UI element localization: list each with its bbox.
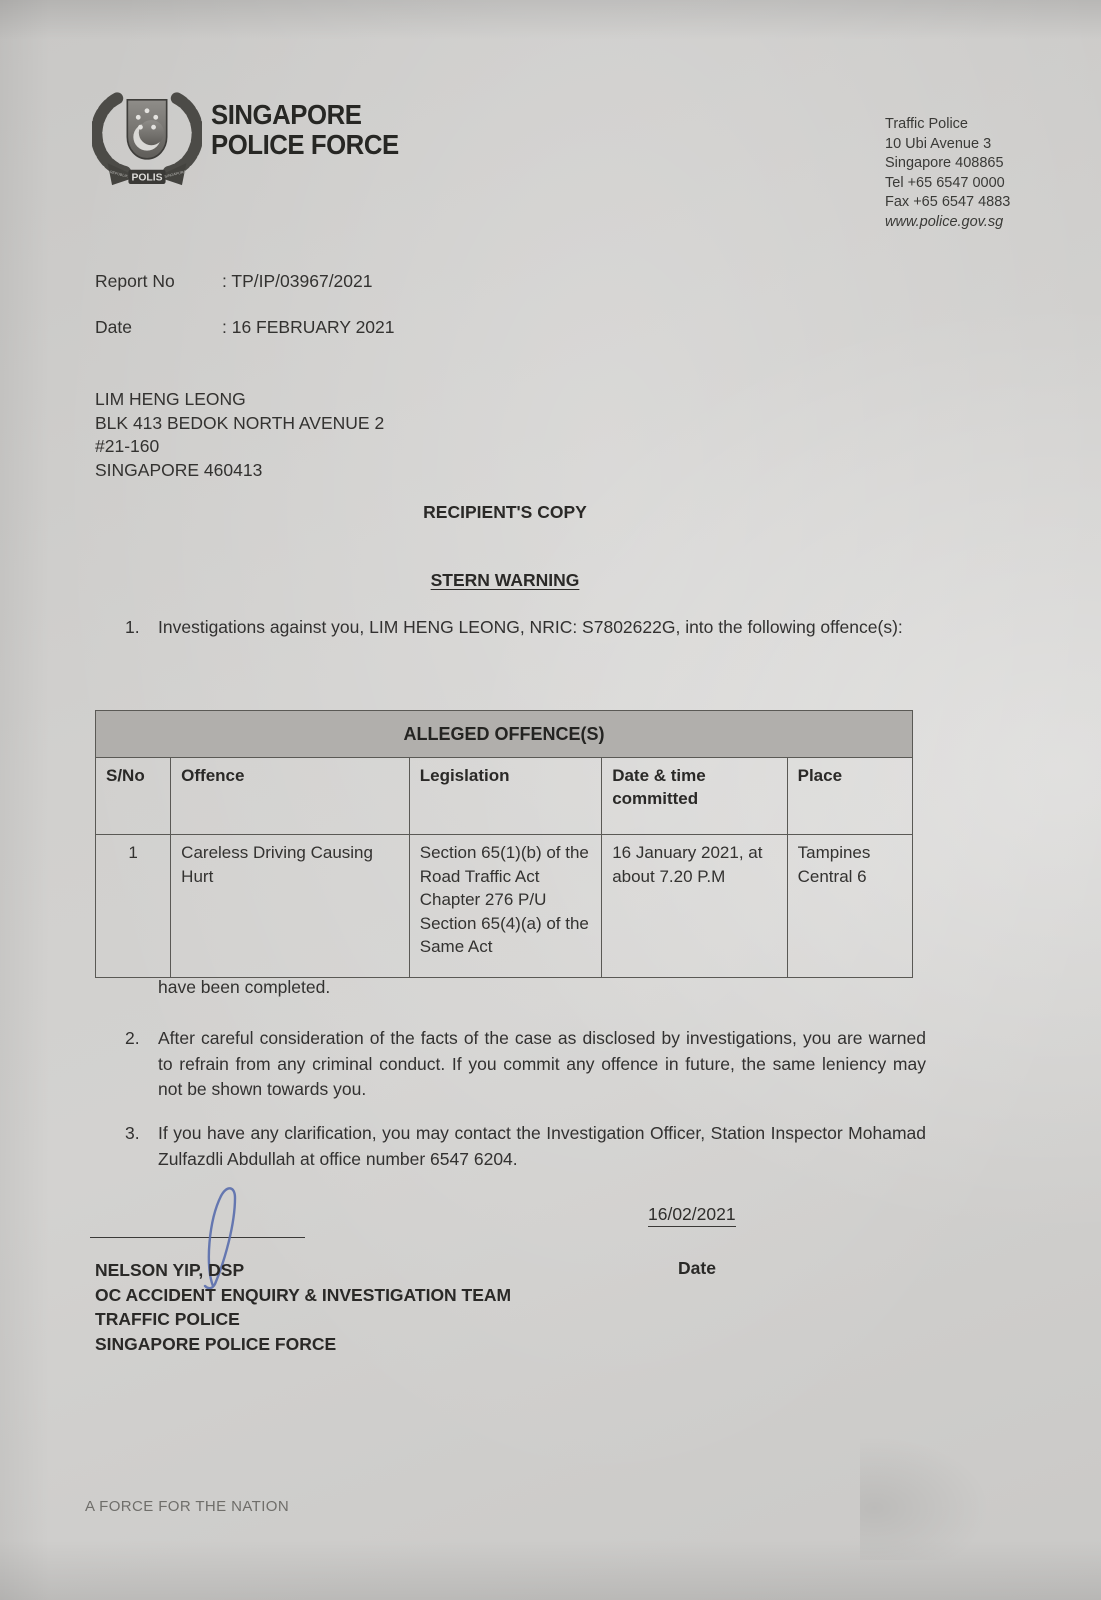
crest-right-ribbon-text: SINGAPURA bbox=[164, 169, 187, 179]
col-header-place: Place bbox=[787, 758, 912, 835]
cell-datetime: 16 January 2021, at about 7.20 P.M bbox=[602, 835, 787, 978]
alleged-offence-table bbox=[95, 710, 913, 978]
paragraph-1-text: Investigations against you, LIM HENG LEONG, NRIC: S7802622G, into the following offence(s): bbox=[158, 617, 903, 637]
table-title: ALLEGED OFFENCE(S) bbox=[96, 711, 913, 758]
recipient-street: BLK 413 BEDOK NORTH AVENUE 2 bbox=[95, 412, 385, 433]
col-header-datetime: Date & time committed bbox=[602, 758, 787, 835]
signatory-title-1: OC ACCIDENT ENQUIRY & INVESTIGATION TEAM bbox=[95, 1284, 512, 1305]
police-crest-icon bbox=[92, 78, 202, 196]
contact-block bbox=[885, 115, 1010, 232]
crest-banner-text: POLIS bbox=[131, 172, 163, 184]
crest-left-ribbon-text: REPUBLIK bbox=[109, 170, 129, 179]
report-no-value: : TP/IP/03967/2021 bbox=[222, 271, 373, 291]
signatory-title-3: SINGAPORE POLICE FORCE bbox=[95, 1333, 337, 1354]
recipient-address bbox=[95, 388, 384, 482]
recipient-city: SINGAPORE 460413 bbox=[95, 459, 263, 480]
contact-tel: Tel +65 6547 0000 bbox=[885, 174, 1005, 191]
paragraph-2 bbox=[125, 1026, 926, 1103]
report-no-label: Report No bbox=[95, 271, 175, 291]
contact-website: www.police.gov.sg bbox=[885, 213, 1004, 230]
org-name bbox=[211, 100, 399, 160]
cell-legislation: Section 65(1)(b) of the Road Traffic Act Chapter 276 P/U Section 65(4)(a) of the Same Act bbox=[409, 835, 601, 978]
signatory-block bbox=[95, 1258, 511, 1356]
signatory-title-2: TRAFFIC POLICE bbox=[95, 1309, 240, 1329]
paragraph-2-text: After careful consideration of the facts of the case as disclosed by investigations, you are warned to refrain from any criminal conduct. If you commit any offence in future, the same leniency may not be shown towards you. bbox=[158, 1028, 926, 1099]
cell-sno: 1 bbox=[96, 835, 171, 978]
spf-crest-logo bbox=[92, 78, 202, 196]
contact-street: 10 Ubi Avenue 3 bbox=[885, 135, 992, 152]
table-note: have been completed. bbox=[158, 977, 331, 997]
footer-tagline: A FORCE FOR THE NATION bbox=[85, 1498, 290, 1515]
paragraph-1 bbox=[125, 615, 926, 641]
signature-date-caption: Date bbox=[678, 1258, 716, 1278]
col-header-offence: Offence bbox=[171, 758, 410, 835]
col-header-sno: S/No bbox=[96, 758, 171, 835]
paragraph-3-number: 3. bbox=[125, 1123, 140, 1143]
report-no-row bbox=[95, 271, 373, 292]
recipient-name: LIM HENG LEONG bbox=[95, 389, 246, 409]
contact-fax: Fax +65 6547 4883 bbox=[885, 194, 1011, 210]
copy-type-heading: RECIPIENT'S COPY bbox=[423, 502, 587, 522]
contact-unit: Traffic Police bbox=[885, 116, 968, 132]
letter-date-row bbox=[95, 317, 395, 338]
paragraph-2-number: 2. bbox=[125, 1028, 140, 1048]
org-name-line1: SINGAPORE bbox=[211, 99, 362, 130]
recipient-unit: #21-160 bbox=[95, 436, 160, 456]
org-name-line2: POLICE FORCE bbox=[211, 129, 399, 160]
signature-date: 16/02/2021 bbox=[648, 1204, 736, 1227]
paragraph-1-number: 1. bbox=[125, 617, 140, 637]
paper-shadow bbox=[860, 1430, 1000, 1560]
letter-date-value: : 16 FEBRUARY 2021 bbox=[222, 317, 395, 337]
stern-warning-title: STERN WARNING bbox=[430, 570, 580, 590]
col-header-legislation: Legislation bbox=[409, 758, 601, 835]
paragraph-3-text: If you have any clarification, you may contact the Investigation Officer, Station Inspector Mohamad Zulfazdli Abdullah at office number 6547 6204. bbox=[158, 1123, 926, 1169]
table-row bbox=[96, 835, 913, 978]
cell-offence: Careless Driving Causing Hurt bbox=[171, 835, 410, 978]
signatory-name: NELSON YIP, DSP bbox=[95, 1260, 245, 1280]
cell-place: Tampines Central 6 bbox=[787, 835, 912, 978]
paragraph-3 bbox=[125, 1121, 926, 1172]
letter-date-label: Date bbox=[95, 317, 132, 337]
contact-city: Singapore 408865 bbox=[885, 155, 1004, 171]
